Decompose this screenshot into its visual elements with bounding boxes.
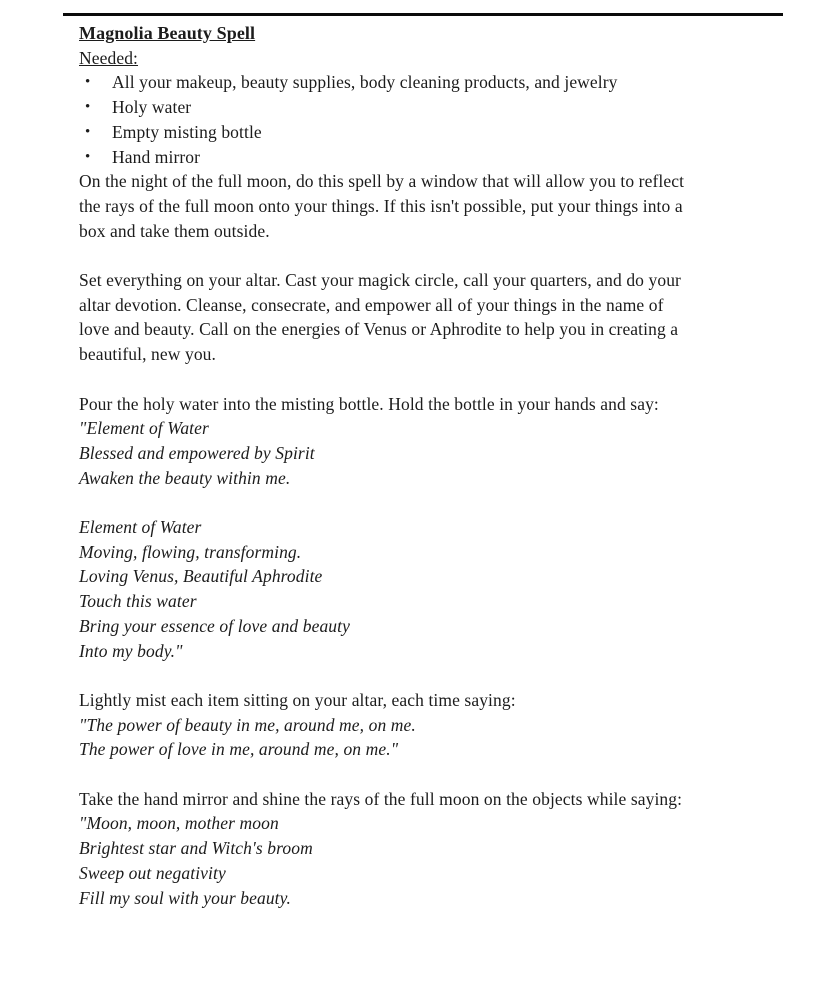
chant-line: "Element of Water xyxy=(79,418,209,439)
text-line: love and beauty. Call on the energies of Venus or Aphrodite to help you in creating a xyxy=(79,319,679,340)
paragraph-spacer xyxy=(79,243,779,268)
bullet-item xyxy=(79,120,779,145)
text-line: the rays of the full moon onto your things. If this isn't possible, put your things into a xyxy=(79,195,683,216)
top-rule xyxy=(63,13,783,16)
chant-line: The power of love in me, around me, on me." xyxy=(79,739,399,760)
chant-line: Brightest star and Witch's broom xyxy=(79,838,313,859)
bullet-icon: • xyxy=(85,123,91,140)
text-line: Set everything on your altar. Cast your magick circle, call your quarters, and do your xyxy=(79,270,681,291)
bullet-item xyxy=(79,70,779,95)
bullet-text: Hand mirror xyxy=(112,146,201,167)
paragraph-spacer xyxy=(79,663,779,688)
chant-line: "Moon, moon, mother moon xyxy=(79,813,279,834)
text-line: Lightly mist each item sitting on your altar, each time saying: xyxy=(79,689,516,710)
chant-line: Moving, flowing, transforming. xyxy=(79,541,302,562)
chant-line: Awaken the beauty within me. xyxy=(79,467,291,488)
bullet-text: All your makeup, beauty supplies, body cleaning products, and jewelry xyxy=(112,72,618,93)
text-line: Pour the holy water into the misting bottle. Hold the bottle in your hands and say: xyxy=(79,393,659,414)
chant-line: Blessed and empowered by Spirit xyxy=(79,442,315,463)
chant-line: Element of Water xyxy=(79,517,202,538)
chant-line: Into my body." xyxy=(79,640,183,661)
paragraph-spacer xyxy=(79,762,779,787)
chant-line: "The power of beauty in me, around me, on me. xyxy=(79,714,416,735)
paragraph-spacer xyxy=(79,490,779,515)
chant-line: Touch this water xyxy=(79,591,197,612)
bullet-icon: • xyxy=(85,74,91,91)
text-line: Take the hand mirror and shine the rays of the full moon on the objects while saying: xyxy=(79,788,683,809)
bullet-icon: • xyxy=(85,148,91,165)
text-line: altar devotion. Cleanse, consecrate, and empower all of your things in the name of xyxy=(79,294,664,315)
bullet-text: Holy water xyxy=(112,97,192,118)
chant-line: Bring your essence of love and beauty xyxy=(79,615,350,636)
text-line: box and take them outside. xyxy=(79,220,270,241)
text-line: beautiful, new you. xyxy=(79,344,217,365)
chant-line: Fill my soul with your beauty. xyxy=(79,887,292,908)
paragraph-spacer xyxy=(79,367,779,392)
document-body xyxy=(79,21,779,910)
chant-line: Loving Venus, Beautiful Aphrodite xyxy=(79,566,323,587)
text-line: On the night of the full moon, do this spell by a window that will allow you to reflect xyxy=(79,171,685,192)
chant-line: Sweep out negativity xyxy=(79,862,226,883)
bullet-icon: • xyxy=(85,99,91,116)
section-label: Needed: xyxy=(79,47,139,68)
bullet-item xyxy=(79,145,779,170)
bullet-item xyxy=(79,95,779,120)
bullet-text: Empty misting bottle xyxy=(112,121,262,142)
page-title: Magnolia Beauty Spell xyxy=(79,23,256,43)
